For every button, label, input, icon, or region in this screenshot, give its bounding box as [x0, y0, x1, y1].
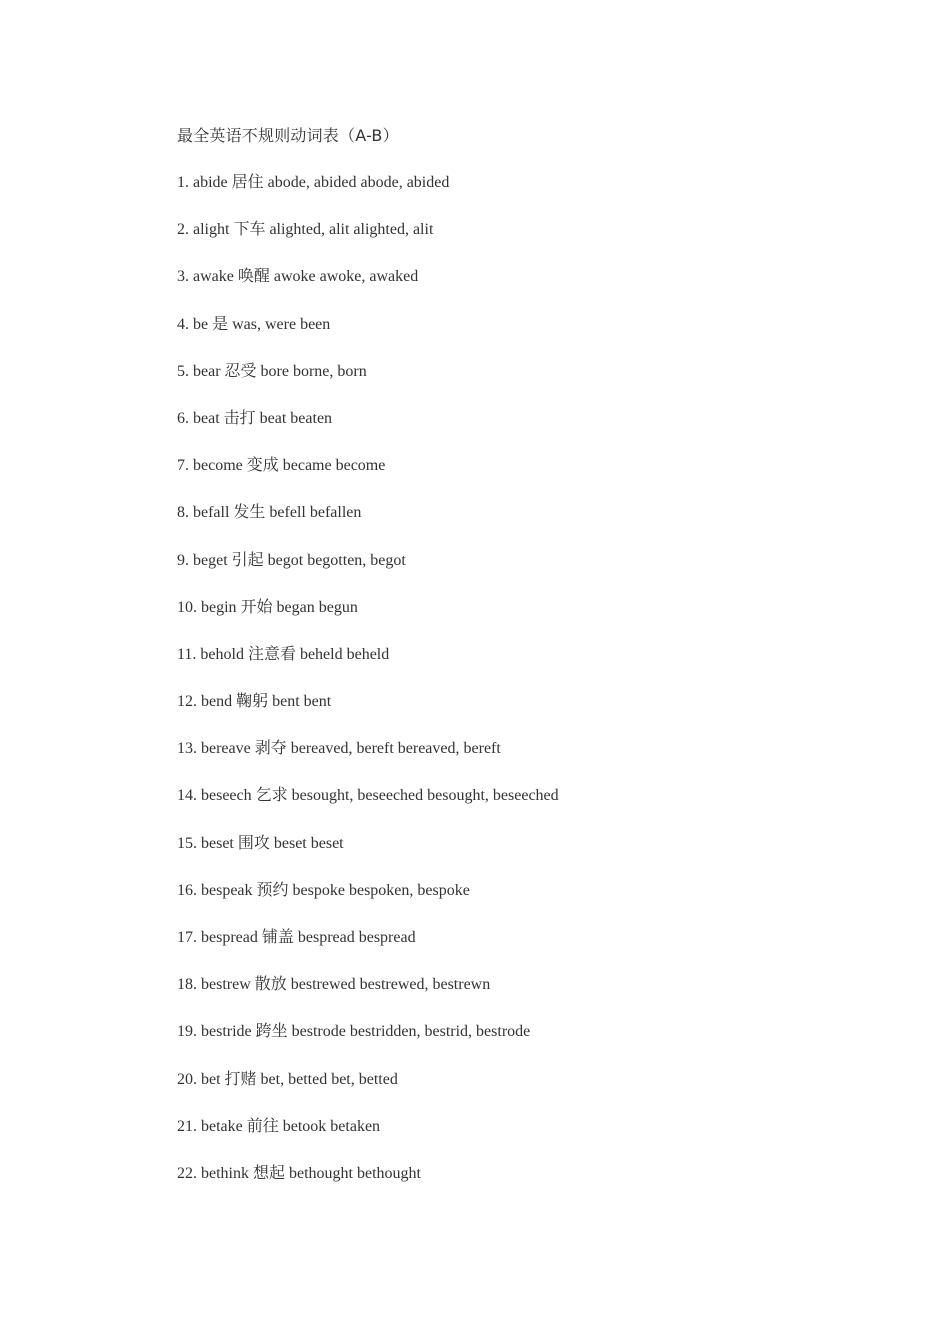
verb-entry-22: 22. bethink 想起 bethought bethought — [177, 1164, 421, 1182]
verb-entry-7: 7. become 变成 became become — [177, 457, 386, 475]
verb-entry-9: 9. beget 引起 begot begotten, begot — [177, 551, 406, 569]
verb-entry-19: 19. bestride 跨坐 bestrode bestridden, bestrid, bestrode — [177, 1023, 531, 1041]
verb-entry-10: 10. begin 开始 began begun — [177, 598, 358, 616]
verb-entry-5: 5. bear 忍受 bore borne, born — [177, 362, 367, 380]
verb-entry-20: 20. bet 打赌 bet, betted bet, betted — [177, 1070, 398, 1088]
verb-entry-4: 4. be 是 was, were been — [177, 315, 331, 333]
verb-entry-6: 6. beat 击打 beat beaten — [177, 409, 333, 427]
verb-entry-18: 18. bestrew 散放 bestrewed bestrewed, bestrewn — [177, 976, 491, 994]
verb-entry-15: 15. beset 围攻 beset beset — [177, 834, 344, 852]
verb-entry-16: 16. bespeak 预约 bespoke bespoken, bespoke — [177, 881, 470, 899]
verb-entry-2: 2. alight 下车 alighted, alit alighted, alit — [177, 221, 434, 239]
verb-entry-21: 21. betake 前往 betook betaken — [177, 1117, 381, 1135]
verb-list — [177, 172, 559, 1210]
verb-entry-13: 13. bereave 剥夺 bereaved, bereft bereaved, bereft — [177, 740, 501, 758]
verb-entry-8: 8. befall 发生 befell befallen — [177, 504, 362, 522]
verb-entry-3: 3. awake 唤醒 awoke awoke, awaked — [177, 268, 419, 286]
verb-entry-11: 11. behold 注意看 beheld beheld — [177, 645, 390, 663]
document-title: 最全英语不规则动词表（A-B） — [177, 126, 399, 145]
verb-entry-14: 14. beseech 乞求 besought, beseeched besought, beseeched — [177, 787, 559, 805]
verb-entry-12: 12. bend 鞠躬 bent bent — [177, 693, 332, 711]
verb-entry-17: 17. bespread 铺盖 bespread bespread — [177, 929, 416, 946]
verb-entry-1: 1. abide 居住 abode, abided abode, abided — [177, 174, 450, 191]
